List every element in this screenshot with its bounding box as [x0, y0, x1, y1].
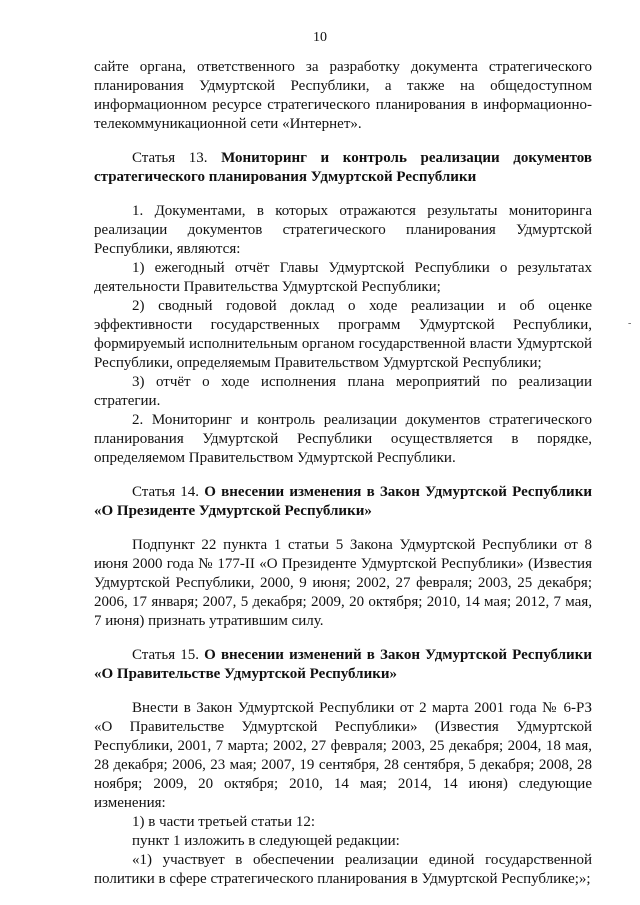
- article-15-paragraph: Внести в Закон Удмуртской Республики от 2 марта 2001 года № 6-РЗ «О Правительстве Удмуртской Республики» (Известия Удмуртской Республики, 2001, 7 марта; 2002, 27 февраля; 2003, 25 декабря; 2004, 18 мая, 28 декабря; 2006, 23 мая; 2007, 19 сентября, 28 сентября, 5 декабря; 2008, 28 ноября; 2009, 20 октября; 2010, 14 мая; 2014, 14 июня) следующие изменения:: [94, 700, 592, 811]
- article-15-paragraph: 1) в части третьей статьи 12:: [132, 814, 316, 830]
- article-15-paragraph: пункт 1 изложить в следующей редакции:: [132, 833, 400, 849]
- article-15-paragraph: «1) участвует в обеспечении реализации единой государственной политики в сфере стратегического планирования в Удмуртской Республике;»;: [94, 852, 592, 887]
- article-13-paragraph: 3) отчёт о ходе исполнения плана мероприятий по реализации стратегии.: [94, 374, 592, 409]
- article-15-prefix: Статья 15.: [132, 647, 199, 663]
- article-14-paragraph: Подпункт 22 пункта 1 статьи 5 Закона Удмуртской Республики от 8 июня 2000 года № 177-II «О Президенте Удмуртской Республики» (Известия Удмуртской Республики, 2000, 9 июня; 2002, 27 февраля; 2003, 25 декабря; 2006, 17 января; 2007, 5 декабря; 2009, 20 октября; 2010, 14 мая; 2012, 7 мая, 7 июня) признать утратившим силу.: [94, 537, 592, 629]
- article-13-prefix: Статья 13.: [132, 150, 208, 166]
- article-13-title: Мониторинг и контроль реализации документов стратегического планирования Удмуртской Республики: [94, 150, 592, 185]
- page-number: 10: [313, 30, 327, 45]
- article-13-paragraph: 1) ежегодный отчёт Главы Удмуртской Республики о результатах деятельности Правительства Удмуртской Республики;: [94, 260, 592, 295]
- article-14-title: О внесении изменения в Закон Удмуртской Республики «О Президенте Удмуртской Республики»: [94, 484, 592, 519]
- article-15-heading: [94, 646, 592, 684]
- article-13-heading: [94, 149, 592, 187]
- article-15-title: О внесении изменений в Закон Удмуртской Республики «О Правительстве Удмуртской Республики»: [94, 647, 592, 682]
- article-14-heading: [94, 483, 592, 521]
- article-13-paragraph: 2. Мониторинг и контроль реализации документов стратегического планирования Удмуртской Республики осуществляется в порядке, определяемом Правительством Удмуртской Республики.: [94, 412, 592, 466]
- document-body: [94, 58, 592, 889]
- article-13-paragraph: 2) сводный годовой доклад о ходе реализации и об оценке эффективности государственных программ Удмуртской Республики, формируемый исполнительным органом государственной власти Удмуртской Республики, определяемым Правительством Удмуртской Республики;: [94, 298, 592, 371]
- margin-mark: -: [628, 318, 632, 329]
- article-14-prefix: Статья 14.: [132, 484, 200, 500]
- intro-paragraph: сайте органа, ответственного за разработку документа стратегического планирования Удмуртской Республики, а также на общедоступном информационном ресурсе стратегического планирования в информационно-телекоммуникационной сети «Интернет».: [94, 59, 592, 132]
- article-13-paragraph: 1. Документами, в которых отражаются результаты мониторинга реализации документов стратегического планирования Удмуртской Республики, являются:: [94, 203, 592, 257]
